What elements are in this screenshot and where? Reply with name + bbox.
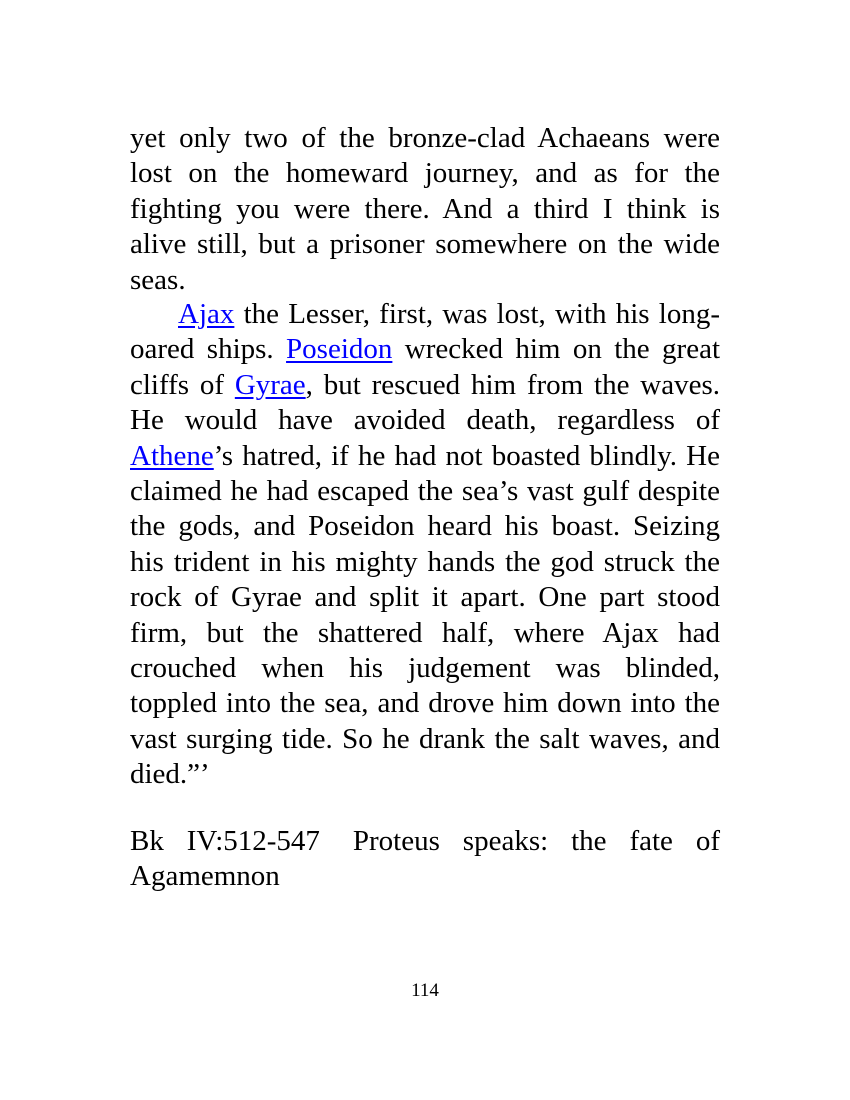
paragraph-text: , but rescued him from the waves. He would have avoided death, regardless of	[130, 368, 720, 437]
section-title: Proteus speaks: the fate of Agamemnon	[130, 825, 720, 893]
link-ajax[interactable]: Ajax	[178, 298, 235, 330]
paragraph-text: the Lesser, first, was lost, with his long-oared ships.	[130, 298, 720, 366]
paragraph-text: yet only two of the bronze-clad Achaeans were lost on the homeward journey, and as for the fighting you were there. And a third I think is alive still, but a prisoner somewhere on the wide seas.	[130, 122, 720, 296]
link-poseidon[interactable]: Poseidon	[286, 333, 393, 366]
section-heading	[130, 824, 720, 895]
paragraph-text: wrecked him on the great cliffs of	[130, 333, 721, 401]
body-paragraph-2	[130, 297, 720, 793]
link-athene[interactable]: Athene	[130, 439, 214, 472]
page-number: 114	[411, 980, 439, 1001]
link-gyrae[interactable]: Gyrae	[234, 368, 306, 401]
body-paragraph-1	[130, 121, 720, 298]
paragraph-text: ’s hatred, if he had not boasted blindly. He claimed he had escaped the sea’s vast gulf despite the gods, and Poseidon heard his boast. Seizing his trident in his mighty hands the god struck the rock of Gyrae and split it apart. One part stood firm, but the shattered half, where Ajax had crouched when his judgement was blinded, toppled into the sea, and drove him down into the vast surging tide. So he drank the salt waves, and died.”’	[130, 439, 720, 791]
section-reference: Bk IV:512-547	[130, 825, 320, 857]
